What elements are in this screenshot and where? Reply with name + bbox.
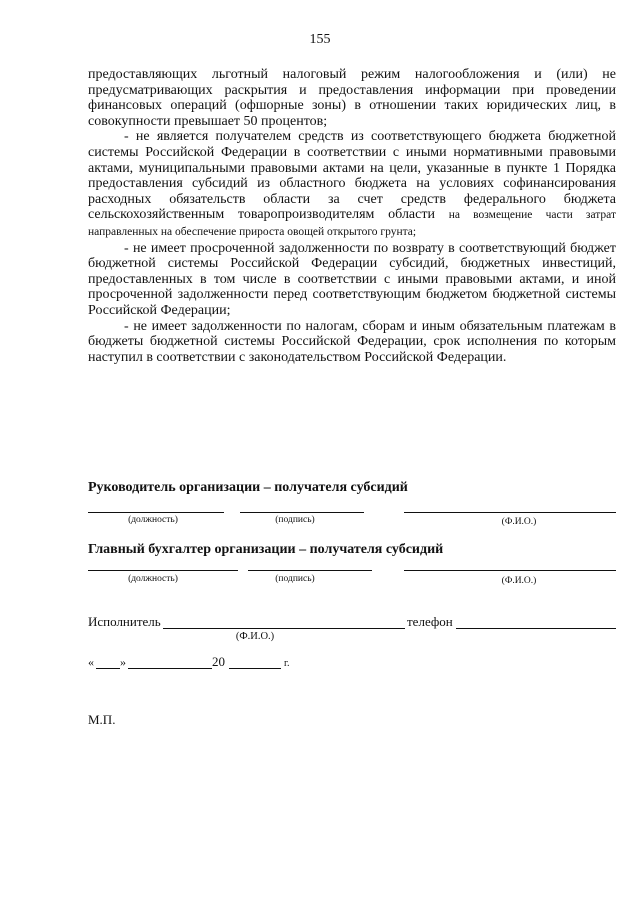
executor-label: Исполнитель (88, 614, 161, 629)
accountant-name-caption: (Ф.И.О.) (501, 576, 537, 586)
paragraph-not-recipient-small: на возмещение части затрат направленных на обеспечение прироста овощей открытого грунта; (88, 209, 616, 238)
stamp-place: М.П. (88, 712, 116, 727)
accountant-position-caption: (должность) (128, 574, 178, 584)
accountant-signature-line (248, 570, 372, 571)
head-signature-title: Руководитель организации – получателя субсидий (88, 480, 408, 495)
paragraph-no-tax-debt: - не имеет задолженности по налогам, сборам и иным обязательным платежам в бюджеты бюджетной системы Российской Федерации, срок исполнения по которым наступил в соответствии с законодательством Российской Федерации. (88, 318, 616, 365)
phone-line (456, 628, 616, 629)
head-name-caption: (Ф.И.О.) (501, 517, 537, 527)
date-open-quote: « (88, 655, 94, 669)
date-year-prefix: 20 (212, 654, 225, 669)
accountant-name-line (404, 570, 616, 571)
accountant-signature-caption: (подпись) (275, 574, 315, 584)
date-year-suffix: г. (284, 658, 290, 669)
head-name-line (404, 512, 616, 513)
head-signature-line (240, 512, 364, 513)
accountant-signature-title: Главный бухгалтер организации – получателя субсидий (88, 542, 444, 557)
executor-name-caption: (Ф.И.О.) (235, 631, 275, 642)
document-body (88, 67, 616, 365)
head-position-caption: (должность) (128, 515, 178, 525)
date-year-line (229, 668, 281, 669)
date-close-quote: » (120, 655, 126, 669)
head-position-line (88, 512, 224, 513)
paragraph-not-recipient-text: - не является получателем средств из соответствующего бюджета бюджетной системы Российской Федерации в соответствии с иными нормативными правовыми актами, муниципальными правовыми актами на цели, указанные в пункте 1 Порядка предоставления субсидий из областного бюджета на условиях софинансирования расходных обязательств области за счет средств федерального бюджета сельскохозяйственным товаропроизводителям области (88, 129, 616, 223)
accountant-position-line (88, 570, 238, 571)
paragraph-not-recipient (88, 129, 616, 240)
head-signature-caption: (подпись) (275, 515, 315, 525)
date-month-line (128, 668, 212, 669)
page-number: 155 (309, 32, 331, 47)
phone-label: телефон (407, 614, 453, 629)
executor-name-line (163, 628, 405, 629)
paragraph-no-overdue-debt: - не имеет просроченной задолженности по возврату в соответствующий бюджет бюджетной системы Российской Федерации субсидий, бюджетных инвестиций, предоставленных в том числе в соответствии с иными правовыми актами, и иной просроченной задолженности перед соответствующим бюджетом бюджетной системы Российской Федерации; (88, 240, 616, 318)
date-day-line (96, 668, 120, 669)
paragraph-offshore: предоставляющих льготный налоговый режим налогообложения и (или) не предусматривающих раскрытия и предоставления информации при проведении финансовых операций (офшорные зоны) в отношении таких юридических лиц, в совокупности превышает 50 процентов; (88, 67, 616, 129)
